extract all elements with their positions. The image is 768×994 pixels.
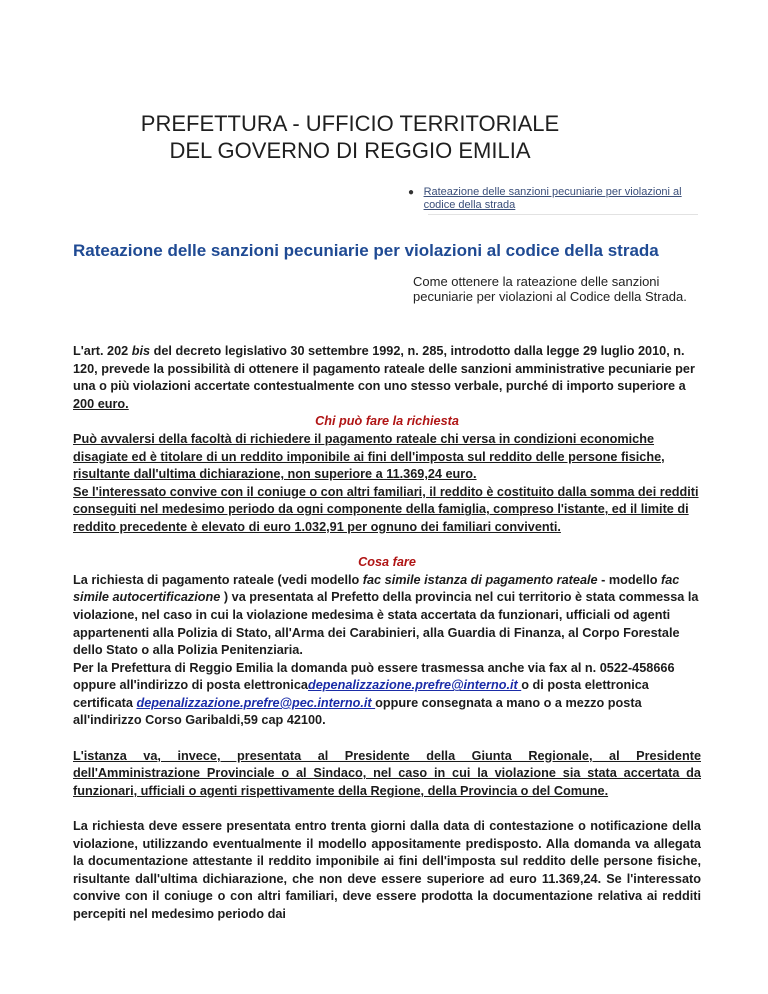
who-heading: Chi può fare la richiesta	[315, 414, 459, 429]
breadcrumb-link[interactable]: Rateazione delle sanzioni pecuniarie per violazioni al codice della strada	[423, 186, 682, 211]
page-title-line2: DEL GOVERNO DI REGGIO EMILIA	[169, 138, 531, 163]
bullet-icon: ●	[408, 187, 415, 198]
intro-paragraph: L'art. 202 bis del decreto legislativo 30 settembre 1992, n. 285, introdotto dalla legge 29 luglio 2010, n. 120, prevede la possibilità di ottenere il pagamento rateale delle sanzioni amministrative pecuniarie per una o più violazioni accertate contestualmente con uno stesso verbale, purché di importo superiore a 200 euro.	[73, 344, 695, 411]
article-summary: Come ottenere la rateazione delle sanzioni pecuniarie per violazioni al Codice della Strada.	[413, 274, 687, 304]
email-link[interactable]: depenalizzazione.prefre@interno.it	[307, 678, 522, 693]
what-paragraph-1: La richiesta di pagamento rateale (vedi modello fac simile istanza di pagamento rateale - modello fac simile autocertificazione ) va presentata al Prefetto della provincia nel cui territorio è stata commessa la violazione, nel caso in cui la violazione medesima è stata accertata da funzionari, ufficiali od agenti appartenenti alla Polizia di Stato, all'Arma dei Carabinieri, alla Guardia di Finanza, al Corpo Forestale dello Stato o alla Polizia Penitenziaria.	[73, 572, 699, 658]
istanza-paragraph: L'istanza va, invece, presentata al Presidente della Giunta Regionale, al Presidente dell'Amministrazione Provinciale o al Sindaco, nel caso in cui la violazione sia stata accertata da funzionari, ufficiali o agenti rispettivamente della Regione, della Provincia o del Comune.	[73, 748, 701, 798]
what-paragraph-2: Per la Prefettura di Reggio Emilia la domanda può essere trasmessa anche via fax al n. 0522-458666 oppure all'indirizzo di posta elettronicadepenalizzazione.prefre@interno.it o di posta elettronica certificata depenalizzazione.prefre@pec.interno.it oppure consegnata a mano o a mezzo posta all'indirizzo Corso Garibaldi,59 cap 42100.	[73, 660, 675, 728]
article-body	[73, 343, 701, 924]
amount-text: 200 euro.	[73, 396, 129, 411]
who-paragraph-2: Se l'interessato convive con il coniuge o con altri familiari, il reddito è costituito dalla somma dei redditi conseguiti nel medesimo periodo da ogni componente della famiglia, compreso l'istante, ed il limite di reddito precedente è elevato di euro 1.032,91 per ognuno dei familiari conviventi.	[73, 484, 699, 534]
bis-text: bis	[131, 344, 151, 358]
page-title-line1: PREFETTURA - UFFICIO TERRITORIALE	[140, 111, 560, 136]
breadcrumb	[408, 186, 698, 212]
page-title	[80, 110, 620, 164]
what-heading: Cosa fare	[358, 555, 416, 570]
form-autocertificazione-link[interactable]: fac simile autocertificazione	[73, 572, 680, 605]
termini-paragraph: La richiesta deve essere presentata entro trenta giorni dalla data di contestazione o notificazione della violazione, utilizzando eventualmente il modello appositamente predisposto. Alla domanda va allegata la documentazione attestante il reddito imponibile ai fini dell'imposta sul reddito delle persone fisiche, risultante dall'ultima dichiarazione, che non deve essere superiore ad euro 11.369,24. Se l'interessato convive con il coniuge o con altri familiari, deve essere prodotta la documentazione relativa ai redditi percepiti nel medesimo periodo dai	[73, 819, 701, 921]
form-istanza-link[interactable]: fac simile istanza di pagamento rateale	[362, 572, 598, 587]
breadcrumb-divider	[428, 214, 698, 215]
who-paragraph-1: Può avvalersi della facoltà di richiedere il pagamento rateale chi versa in condizioni economiche disagiate ed è titolare di un reddito imponibile ai fini dell'imposta sul reddito delle persone fisiche, risultante dall'ultima dichiarazione, non superiore a 11.369,24 euro.	[73, 431, 665, 482]
pec-email-link[interactable]: depenalizzazione.prefre@pec.interno.it	[136, 695, 376, 710]
article-title: Rateazione delle sanzioni pecuniarie per violazioni al codice della strada	[73, 241, 659, 260]
